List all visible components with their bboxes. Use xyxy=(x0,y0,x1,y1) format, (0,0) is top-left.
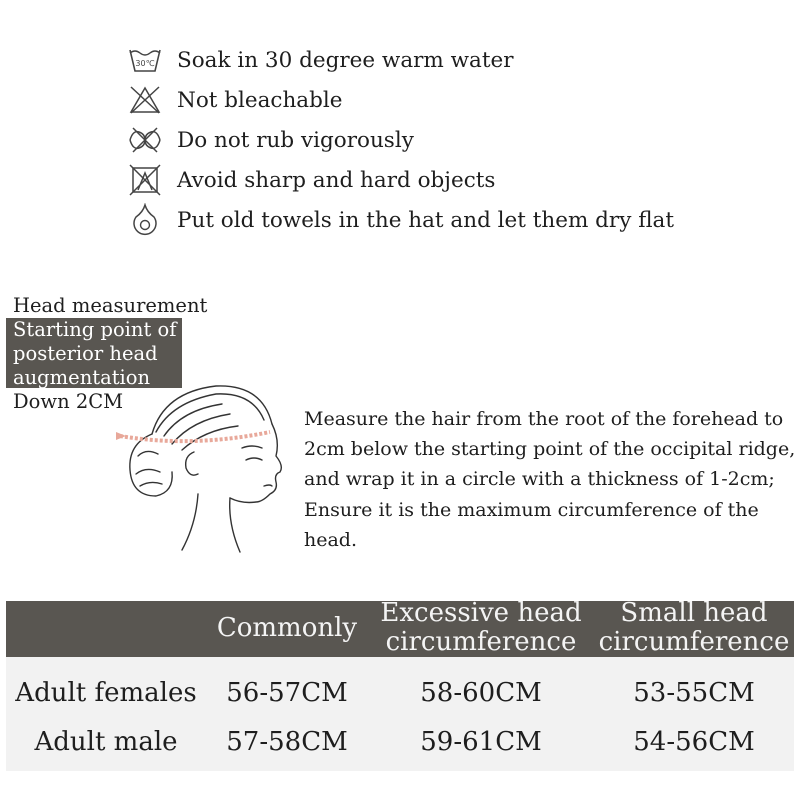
column-header-commonly-line-1: Commonly xyxy=(216,613,358,643)
care-text-no-sharp: Avoid sharp and hard objects xyxy=(177,167,496,193)
column-header-excessive-line-1: Excessive head xyxy=(380,598,582,628)
column-header-small-line-1: Small head xyxy=(620,598,768,628)
care-text-wash: Soak in 30 degree warm water xyxy=(177,47,514,73)
wash-30-degree-icon xyxy=(126,42,164,78)
column-header-commonly xyxy=(212,614,362,643)
column-header-excessive xyxy=(378,599,584,657)
care-text-no-bleach: Not bleachable xyxy=(177,87,343,113)
care-instructions xyxy=(126,40,786,240)
care-item-dry-flat xyxy=(126,200,786,240)
no-bleach-icon xyxy=(126,82,164,118)
no-sharp-objects-icon xyxy=(126,162,164,198)
cell-females-small: 53-55CM xyxy=(633,678,755,708)
down-2cm-label: Down 2CM xyxy=(13,390,124,413)
starting-point-line-2: posterior head xyxy=(13,342,158,365)
head-measurement-title: Head measurement xyxy=(13,294,208,317)
size-table-body xyxy=(6,657,794,771)
care-item-no-bleach xyxy=(126,80,786,120)
care-text-dry-flat: Put old towels in the hat and let them dry flat xyxy=(177,207,674,233)
row-label-adult-females: Adult females xyxy=(15,678,197,708)
starting-point-line-3: augmentation xyxy=(13,366,151,388)
cell-male-commonly: 57-58CM xyxy=(226,727,348,757)
care-item-no-sharp xyxy=(126,160,786,200)
wash-temperature-text: 30℃ xyxy=(135,59,155,68)
cell-females-commonly: 56-57CM xyxy=(226,678,348,708)
cell-male-small: 54-56CM xyxy=(633,727,755,757)
dry-flat-icon xyxy=(126,202,164,238)
column-header-small xyxy=(596,599,792,657)
cell-male-excessive: 59-61CM xyxy=(420,727,542,757)
column-header-excessive-line-2: circumference xyxy=(385,627,577,657)
head-illustration xyxy=(112,374,288,558)
column-header-small-line-2: circumference xyxy=(598,627,790,657)
starting-point-line-1: Starting point of xyxy=(13,318,177,341)
no-wring-icon xyxy=(126,122,164,158)
care-item-no-wring xyxy=(126,120,786,160)
care-text-no-wring: Do not rub vigorously xyxy=(177,127,414,153)
cell-females-excessive: 58-60CM xyxy=(420,678,542,708)
measurement-description: Measure the hair from the root of the forehead to 2cm below the starting point of the occipital ridge, and wrap it in a circle with a thickness of 1-2cm; Ensure it is the maximum circumference of the head. xyxy=(304,408,796,551)
size-table-header xyxy=(6,598,794,657)
row-label-adult-male: Adult male xyxy=(34,727,178,757)
care-item-wash xyxy=(126,40,786,80)
size-table xyxy=(6,598,794,771)
